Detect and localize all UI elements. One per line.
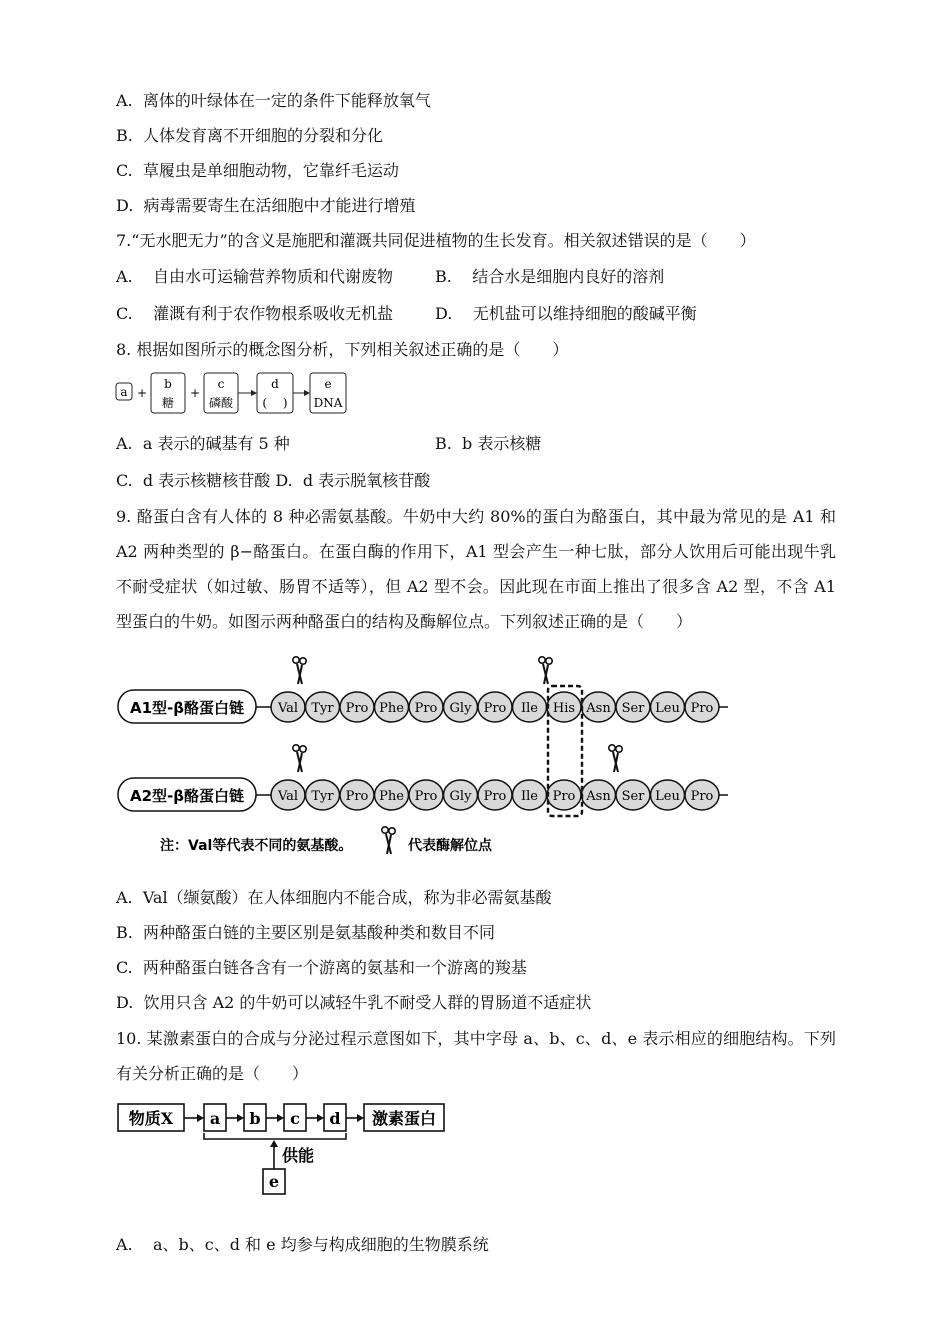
q7-option-c: C. 灌溉有利于农作物根系吸收无机盐 — [116, 304, 394, 323]
a1-residue-label: Pro — [483, 701, 507, 716]
q8-option-a: A. a 表示的碱基有 5 种 — [116, 434, 290, 453]
q9-option-a: A. Val（缬氨酸）在人体细胞内不能合成，称为非必需氨基酸 — [116, 888, 552, 907]
q8-node-a: a — [120, 385, 128, 399]
q10-node-d: d — [329, 1109, 341, 1128]
scissors-icon — [539, 657, 552, 684]
a1-chain-label: A1型-β酪蛋白链 — [129, 699, 245, 717]
a2-residue-label: Pro — [414, 789, 438, 804]
q7-option-d: D. 无机盐可以维持细胞的酸碱平衡 — [435, 304, 697, 323]
a2-residue-label: Pro — [345, 789, 369, 804]
a1-residue-label: Asn — [586, 701, 611, 716]
a1-residue-label: Pro — [345, 701, 369, 716]
a1-residue-label: Pro — [414, 701, 438, 716]
a1-residue-label: His — [552, 701, 576, 716]
a2-residue-label: Gly — [449, 789, 472, 804]
a2-residue-label: Ile — [521, 789, 538, 804]
a2-residue-label: Pro — [690, 789, 714, 804]
q6-option-b: B. 人体发育离不开细胞的分裂和分化 — [116, 126, 384, 145]
q6-option-d: D. 病毒需要寄生在活细胞中才能进行增殖 — [116, 196, 416, 215]
q9-option-c: C. 两种酪蛋白链各含有一个游离的氨基和一个游离的羧基 — [116, 958, 527, 977]
q8-option-cd: C. d 表示核糖核苷酸 D. d 表示脱氧核苷酸 — [116, 471, 431, 490]
a1-residue-label: Phe — [379, 701, 404, 716]
q6-option-c: C. 草履虫是单细胞动物，它靠纤毛运动 — [116, 161, 399, 180]
q8-concept-diagram — [112, 370, 352, 416]
a2-residue-label: Pro — [552, 789, 576, 804]
q7-option-a: A. 自由水可运输营养物质和代谢废物 — [116, 267, 393, 286]
plus-sign: + — [189, 386, 201, 400]
scissors-icon — [293, 745, 306, 772]
q8-node-b-label: 糖 — [161, 396, 175, 410]
q8-node-d-label: ( ) — [262, 396, 288, 410]
q8-option-b: B. b 表示核糖 — [435, 434, 542, 453]
a2-residue-label: Asn — [586, 789, 611, 804]
a2-residue-label: Ser — [621, 789, 645, 804]
a1-residue-label: Ile — [521, 701, 538, 716]
q9-option-d: D. 饮用只含 A2 的牛奶可以减轻牛乳不耐受人群的胃肠道不适症状 — [116, 993, 592, 1012]
q9-casein-diagram — [112, 652, 732, 864]
q8-node-b-letter: b — [164, 377, 172, 391]
q8-node-e-label: DNA — [313, 396, 343, 410]
scissors-icon — [609, 745, 622, 772]
a1-residue-label: Leu — [655, 701, 680, 716]
q10-stem: 10. 某激素蛋白的合成与分泌过程示意图如下，其中字母 a、b、c、d、e 表示相应的细胞结构。下列有关分析正确的是（ ） — [116, 1029, 836, 1083]
a2-residue-label: Pro — [483, 789, 507, 804]
a1-residue-label: Pro — [690, 701, 714, 716]
a2-residue-label: Leu — [655, 789, 680, 804]
q8-node-c-letter: c — [217, 377, 225, 391]
q6-option-a: A. 离体的叶绿体在一定的条件下能释放氧气 — [116, 91, 431, 110]
q9-diagram-note: 注：Val等代表不同的氨基酸。 — [160, 838, 353, 854]
q10-node-b: b — [249, 1109, 261, 1128]
q10-end-node: 激素蛋白 — [371, 1109, 437, 1128]
q9-option-b: B. 两种酪蛋白链的主要区别是氨基酸种类和数目不同 — [116, 923, 496, 942]
q10-node-a: a — [209, 1109, 221, 1128]
q9-stem: 9. 酪蛋白含有人体的 8 种必需氨基酸。牛奶中大约 80%的蛋白为酪蛋白，其中最为常见的是 A1 和 A2 两种类型的 β−酪蛋白。在蛋白酶的作用下，A1 型会产生一种七肽，部分人饮用后可能出现牛乳不耐受症状（如过敏、肠胃不适等），但 A2 型不会。因此现在市面上推出了很多含 A2 型，不含 A1 型蛋白的牛奶。如图示两种酪蛋白的结构及酶解位点。下列叙述正确的是（ ） — [116, 507, 836, 631]
a2-chain-label: A2型-β酪蛋白链 — [129, 787, 245, 805]
q8-node-c-label: 磷酸 — [208, 396, 234, 410]
plus-sign: + — [136, 386, 148, 400]
q10-option-a: A. a、b、c、d 和 e 均参与构成细胞的生物膜系统 — [116, 1235, 489, 1254]
q8-stem: 8. 根据如图所示的概念图分析，下列相关叙述正确的是（ ） — [116, 340, 569, 359]
a2-amino-acid-chain — [271, 780, 719, 810]
a1-residue-label: Ser — [621, 701, 645, 716]
q9-diagram-note-legend: 代表酶解位点 — [408, 838, 492, 854]
q10-node-e: e — [268, 1172, 280, 1191]
a2-residue-label: Phe — [379, 789, 404, 804]
q10-energy-label: 供能 — [282, 1146, 315, 1165]
q7-option-b: B. 结合水是细胞内良好的溶剂 — [435, 267, 665, 286]
q7-stem: 7.“无水肥无力”的含义是施肥和灌溉共同促进植物的生长发育。相关叙述错误的是（ ） — [116, 231, 756, 250]
a1-amino-acid-chain — [271, 692, 719, 722]
a1-residue-label: Val — [277, 701, 299, 716]
a1-residue-label: Tyr — [311, 701, 334, 716]
a1-residue-label: Gly — [449, 701, 472, 716]
scissors-icon — [382, 827, 395, 854]
q10-node-c: c — [290, 1109, 300, 1128]
q8-node-d-letter: d — [271, 377, 279, 391]
q8-node-e-letter: e — [324, 377, 332, 391]
q10-secretion-diagram — [114, 1100, 454, 1200]
a2-residue-label: Val — [277, 789, 299, 804]
a2-residue-label: Tyr — [311, 789, 334, 804]
scissors-icon — [293, 657, 306, 684]
q10-start-node: 物质X — [128, 1109, 174, 1128]
